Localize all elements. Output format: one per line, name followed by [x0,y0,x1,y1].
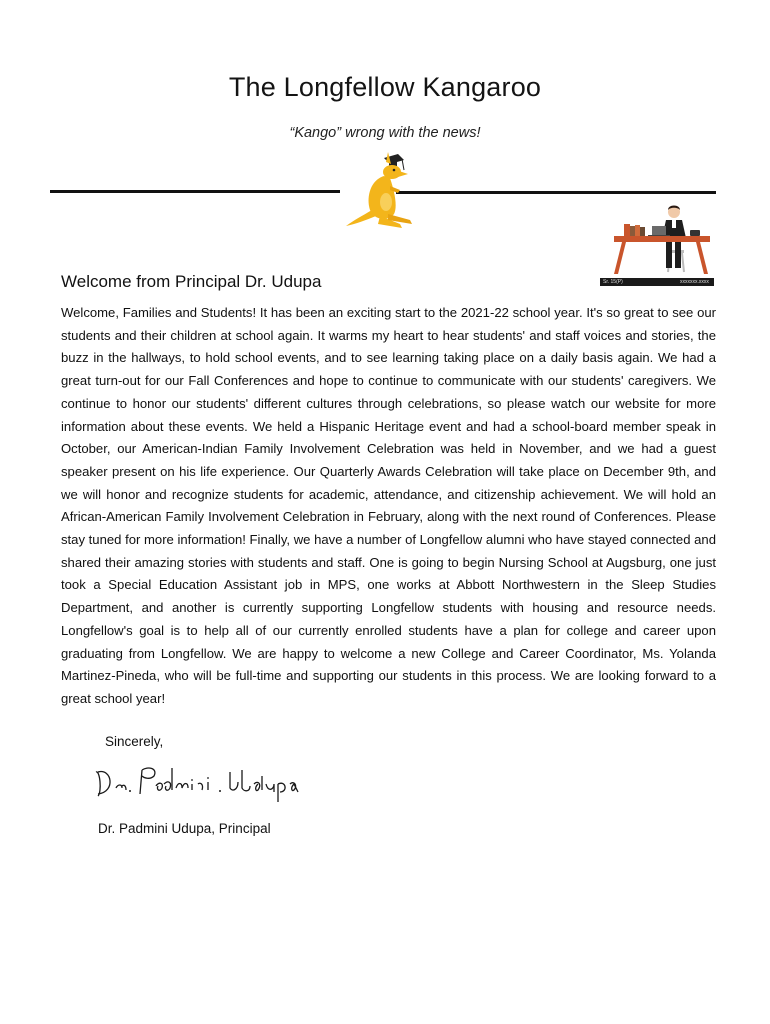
kangaroo-graduation-cap-icon [344,150,416,230]
signature-image [92,762,317,804]
illustration-caption-right: xxxxxxx.xxxx [680,279,709,285]
letter-heading: Welcome from Principal Dr. Udupa [61,272,322,291]
signer-name: Dr. Padmini Udupa, Principal [98,821,271,836]
illustration-caption-left: Sr. 15(P) [603,279,623,285]
header-rule-right [396,191,716,194]
header-rule-left [50,190,340,193]
principal-at-desk-icon [600,200,714,286]
newsletter-tagline: “Kango” wrong with the news! [289,125,481,141]
letter-closing: Sincerely, [105,734,164,749]
newsletter-title: The Longfellow Kangaroo [228,72,542,102]
letter-body: Welcome, Families and Students! It has been an exciting start to the 2021-22 school year. It's so great to see our students and their children at school again. It warms my heart to hear students' and staff voices and stories, the buzz in the hallways, to hold school events, and to see learning taking place on a daily basis again. We had a great turn-out for our Fall Conferences and hope to continue to communicate with our students' caregivers. We continue to honor our students' different cultures through celebrations, so please watch our website for more information about these events. We held a Hispanic Heritage event and had a school-board member speak in October, our American-Indian Family Involvement Celebration was held in November, and we had a guest speaker present on his life experience. Our Quarterly Awards Celebration will take place on December 9th, and we will honor and recognize students for academic, attendance, and citizenship achievement. We will hold an African-American Family Involvement Celebration in February, along with the next round of Conferences. Please stay tuned for more information! Finally, we have a number of Longfellow alumni who have stayed connected and shared their amazing stories with students and staff. One is going to begin Nursing School at Augsburg, one just took a Special Education Assistant job in MPS, one works at Abbott Northwestern in the Sleep Studies Department, and another is currently supporting Longfellow students with housing and resource needs. Longfellow's goal is to help all of our currently enrolled students have a plan for college and career upon graduating from Longfellow. We are happy to welcome a new College and Career Coordinator, Ms. Yolanda Martinez-Pineda, who will be full-time and supporting our students in this process. We are looking forward to a great school year! [61,305,716,706]
